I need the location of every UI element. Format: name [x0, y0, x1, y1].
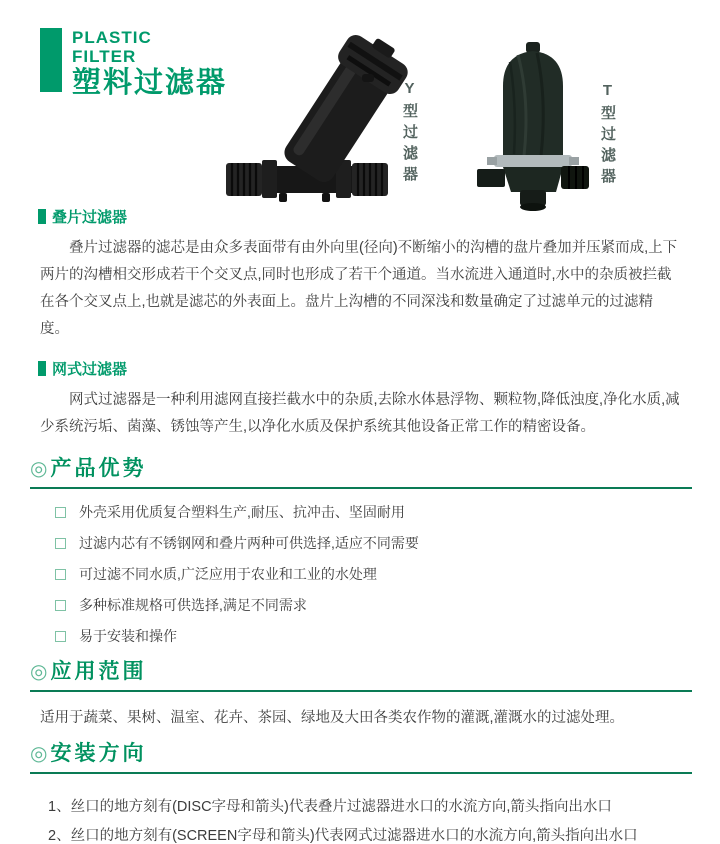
green-bar-icon: [38, 361, 46, 376]
disc-filter-title: 叠片过滤器: [52, 208, 128, 226]
brand-block: [40, 28, 227, 99]
installation-title: 安装方向: [50, 742, 147, 765]
y-filter-label: Y型过滤器: [401, 80, 418, 187]
advantage-item: [55, 504, 692, 520]
advantages-title: 产品优势: [50, 457, 147, 480]
bullseye-icon: ◎: [30, 661, 48, 683]
t-filter-clamp-ring: [494, 155, 572, 167]
brand-bar: [40, 28, 62, 92]
brand-title-en: [72, 28, 227, 66]
advantage-item: [55, 628, 692, 644]
screen-filter-title: 网式过滤器: [52, 360, 128, 378]
t-filter-image: [477, 40, 589, 212]
y-filter-image: [224, 70, 390, 206]
y-filter-vent: [362, 74, 374, 82]
checkbox-icon: [55, 569, 66, 580]
advantage-item: [55, 566, 692, 582]
advantages-heading: [30, 457, 692, 489]
checkbox-icon: [55, 600, 66, 611]
checkbox-icon: [55, 507, 66, 518]
advantages-list: [30, 504, 692, 644]
application-heading: [30, 660, 692, 692]
advantage-item: [55, 535, 692, 551]
content-area: [30, 207, 692, 844]
checkbox-icon: [55, 631, 66, 642]
advantage-item-text: 多种标准规格可供选择,满足不同需求: [79, 597, 307, 613]
installation-heading: [30, 742, 692, 774]
advantage-item-text: 外壳采用优质复合塑料生产,耐压、抗冲击、坚固耐用: [79, 504, 405, 520]
installation-item: 1、丝口的地方刻有(DISC字母和箭头)代表叠片过滤器进水口的水流方向,箭头指向出水口: [48, 799, 612, 815]
bullseye-icon: ◎: [30, 458, 48, 480]
t-filter-lower-housing: [503, 167, 563, 192]
t-filter-label: T型过滤器: [599, 82, 616, 189]
advantage-item-text: 易于安装和操作: [79, 628, 177, 644]
t-filter-left-port: [477, 169, 505, 187]
brand-title-en-line1: PLASTIC: [72, 28, 152, 47]
disc-filter-section-header: [38, 207, 692, 225]
advantage-item-text: 可过滤不同水质,广泛应用于农业和工业的水处理: [79, 566, 377, 582]
advantage-item-text: 过滤内芯有不锈钢网和叠片两种可供选择,适应不同需要: [79, 535, 419, 551]
screen-filter-section-header: [38, 359, 692, 377]
screen-filter-description: 网式过滤器是一种利用滤网直接拦截水中的杂质,去除水体悬浮物、颗粒物,降低浊度,净化水质,减少系统污垢、菌藻、锈蚀等产生,以净化水质及保护系统其他设备正常工作的精密设备。: [40, 392, 680, 435]
application-title: 应用范围: [50, 660, 147, 683]
application-description: 适用于蔬菜、果树、温室、花卉、茶园、绿地及大田各类农作物的灌溉,灌溉水的过滤处理。: [40, 710, 625, 726]
green-bar-icon: [38, 209, 46, 224]
disc-filter-description: 叠片过滤器的滤芯是由众多表面带有由外向里(径向)不断缩小的沟槽的盘片叠加并压紧而成,上下两片的沟槽相交形成若干个交叉点,同时也形成了若干个通道。当水流进入通道时,水中的杂质被拦截在各个交叉点上,也就是滤芯的外表面上。盘片上沟槽的不同深浅和数量确定了过滤单元的过滤精度。: [40, 240, 678, 337]
brand-title-zh: 塑料过滤器: [72, 67, 228, 99]
advantage-item: [55, 597, 692, 613]
installation-item: 2、丝口的地方刻有(SCREEN字母和箭头)代表网式过滤器进水口的水流方向,箭头指向出水口: [48, 828, 638, 844]
bullseye-icon: ◎: [30, 743, 48, 765]
brand-title-en-line2: FILTER: [72, 47, 137, 66]
checkbox-icon: [55, 538, 66, 549]
